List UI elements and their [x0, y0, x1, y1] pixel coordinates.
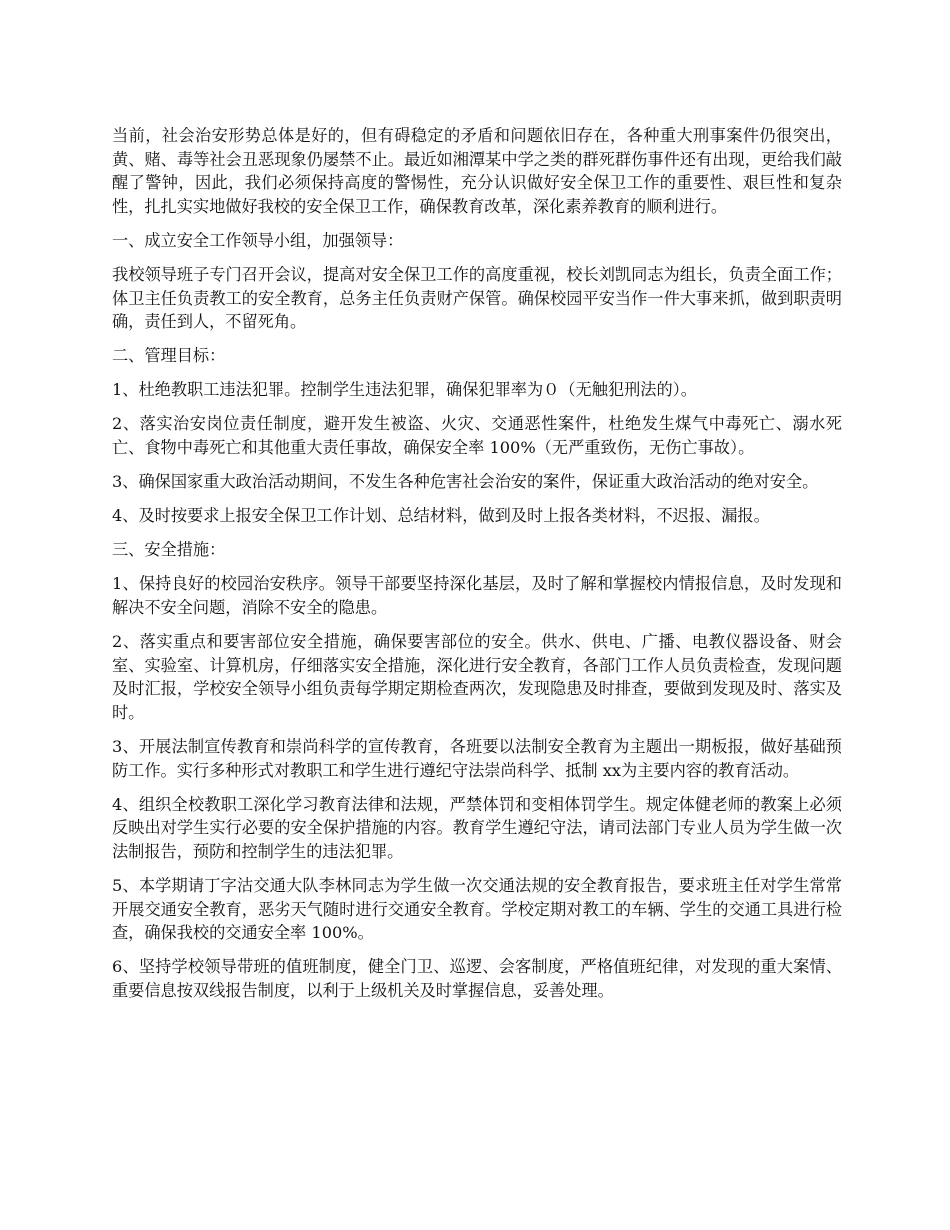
intro-paragraph: 当前，社会治安形势总体是好的，但有碍稳定的矛盾和问题依旧存在，各种重大刑事案件仍很突出，黄、赌、毒等社会丑恶现象仍屡禁不止。最近如湘潭某中学之类的群死群伤事件还有出现，更给我们敲醒了警钟，因此，我们必须保持高度的警惕性，充分认识做好安全保卫工作的重要性、艰巨性和复杂性，扎扎实实地做好我校的安全保卫工作，确保教育改革，深化素养教育的顺利进行。: [112, 126, 842, 216]
measure-item-6: 6、坚持学校领导带班的值班制度，健全门卫、巡逻、会客制度，严格值班纪律，对发现的重大案情、重要信息按双线报告制度，以利于上级机关及时掌握信息，妥善处理。: [112, 957, 842, 1000]
goal-item-2: 2、落实治安岗位责任制度，避开发生被盗、火灾、交通恶性案件，杜绝发生煤气中毒死亡、溺水死亡、食物中毒死亡和其他重大责任事故，确保安全率 100%（无严重致伤，无伤亡事故）。: [112, 414, 842, 458]
measure-item-3: 3、开展法制宣传教育和崇尚科学的宣传教育，各班要以法制安全教育为主题出一期板报，做好基础预防工作。实行多种形式对教职工和学生进行遵纪守法崇尚科学、抵制 xx为主要内容的教育活动。: [112, 736, 842, 780]
section-heading-measures: 三、安全措施：: [112, 540, 226, 560]
measure-item-2: 2、落实重点和要害部位安全措施，确保要害部位的安全。供水、供电、广播、电教仪器设备、财会室、实验室、计算机房，仔细落实安全措施，深化进行安全教育，各部门工作人员负责检查，发现问题及时汇报，学校安全领导小组负责每学期定期检查两次，发现隐患及时排查，要做到发现及时、落实及时。: [112, 632, 842, 722]
measure-item-1: 1、保持良好的校园治安秩序。领导干部要坚持深化基层，及时了解和掌握校内情报信息，及时发现和解决不安全问题，消除不安全的隐患。: [112, 574, 842, 617]
goal-item-1: 1、杜绝教职工违法犯罪。控制学生违法犯罪，确保犯罪率为０（无触犯刑法的）。: [112, 380, 697, 400]
leadership-paragraph: 我校领导班子专门召开会议，提高对安全保卫工作的高度重视，校长刘凯同志为组长，负责全面工作；体卫主任负责教工的安全教育，总务主任负责财产保管。确保校园平安当作一件大事来抓，做到职责明确，责任到人，不留死角。: [112, 264, 842, 332]
measure-item-5: 5、本学期请丁字沽交通大队李林同志为学生做一次交通法规的安全教育报告，要求班主任对学生常常开展交通安全教育，恶劣天气随时进行交通安全教育。学校定期对教工的车辆、学生的交通工具进行检查，确保我校的交通安全率 100%。: [112, 875, 842, 943]
section-heading-goals: 二、管理目标：: [112, 346, 226, 366]
goal-item-4: 4、及时按要求上报安全保卫工作计划、总结材料，做到及时上报各类材料，不迟报、漏报。: [112, 506, 770, 526]
goal-item-3: 3、确保国家重大政治活动期间，不发生各种危害社会治安的案件，保证重大政治活动的绝对安全。: [112, 472, 819, 492]
measure-item-4: 4、组织全校教职工深化学习教育法律和法规，严禁体罚和变相体罚学生。规定体健老师的教案上必须反映出对学生实行必要的安全保护措施的内容。教育学生遵纪守法，请司法部门专业人员为学生做一次法制报告，预防和控制学生的违法犯罪。: [112, 794, 842, 861]
section-heading-leadership: 一、成立安全工作领导小组，加强领导：: [112, 230, 404, 250]
document-body: [112, 124, 842, 1013]
